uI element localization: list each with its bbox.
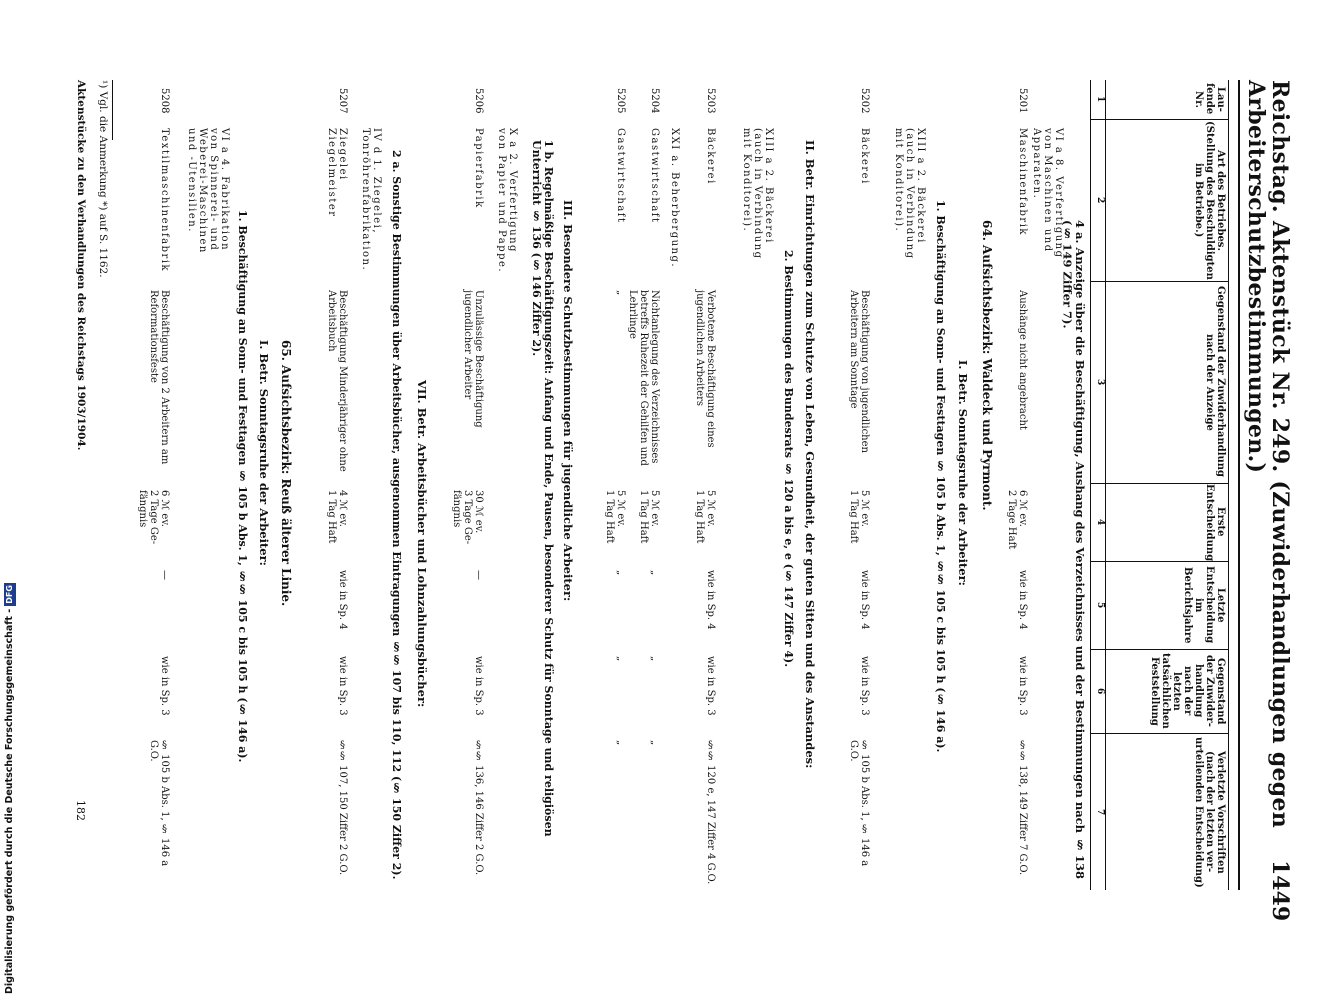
col-num-7: 7 [1095,808,1105,816]
row-art: Papierfabrik [473,128,484,209]
district-heading: 64. Aufsichtsbezirk: Waldeck und Pyrmont. [980,220,994,511]
row-art-group: XIII a 2. Bäckerei (auch in Verbindung mit Konditorei). [893,128,926,260]
row-gegenstand-letzte: wie in Sp. 3 [1017,656,1028,716]
col-header-gegenstand-letzte: Gegenstand der Zuwider- handlung nach der letzten tatsächlichen Feststellung [1149,653,1226,729]
row-number: 5206 [473,88,484,114]
page-number: 1449 [1267,860,1293,922]
row-number: 5207 [337,88,348,114]
row-erste-entscheidung: 6 ℳ ev. 2 Tage Ge- fängnis [137,490,170,545]
row-vorschriften: „ [615,740,626,746]
row-letzte-entscheidung: „ [649,570,660,576]
row-gegenstand: Unzulässige Beschäftigung jugendlicher Arbeiter [462,290,484,428]
row-gegenstand-letzte: wie in Sp. 3 [859,656,870,716]
col-num-4: 4 [1095,518,1105,526]
row-art: Bäckerei [859,128,870,185]
col-header-gegenstand: Gegenstand der Zuwiderhandlung nach der Anzeige [1204,286,1226,478]
part-heading: VII. Betr. Arbeitsbücher und Lohnzahlungsbücher: [415,380,429,708]
folio-number: 182 [74,800,87,821]
row-gegenstand-letzte: „ [649,656,660,662]
row-letzte-entscheidung: wie in Sp. 4 [1017,570,1028,630]
dfg-logo: DFG [5,585,14,604]
page-title: Reichstag. Aktenstück Nr. 249. (Zuwiderhandlungen gegen Arbeiterschutzbestimmungen.) [1242,80,1293,829]
row-vorschriften: §§ 136, 146 Ziffer 2 G.O. [473,740,484,876]
sub-heading: 2 a. Sonstige Bestimmungen über Arbeitsbücher, ausgenommen Eintragungen §§ 107 bis 110, 112 (§ 150 Ziffer 2). [390,150,403,880]
row-art: Ziegelei Ziegelmeister [326,128,348,218]
row-erste-entscheidung: 4 ℳ ev. 1 Tag Haft [326,490,348,544]
section-heading: 4 a. Anzeige über die Beschäftigung, Aushang des Verzeichnisses und der Bestimmungen nach § 138 (§ 149 Ziffer 7). [1060,220,1087,880]
row-gegenstand-letzte: „ [615,656,626,662]
col-header-nr: Lau- fende Nr. [1193,83,1226,115]
footnote: ¹) Vgl. die Anmerkung *) auf S. 1162. [97,80,109,278]
row-gegenstand: Nichtanlegung des Verzeichnisses betreffs Ruhezeit der Gehilfen und Lehrlinge [627,290,660,466]
row-art-group: VI a 8. Verfertigung von Maschinen und Apparaten. [1031,128,1064,259]
row-gegenstand: Beschäftigung von jugendlichen Arbeitern am Sonntage [848,290,870,453]
col-header-vorschriften: Verletzte Vorschriften (nach der letzten ver- urteilenden Entscheidung) [1193,736,1226,888]
row-vorschriften: §§ 120 e, 147 Ziffer 4 G.O. [705,740,716,885]
row-letzte-entscheidung: „ [615,570,626,576]
col-num-2: 2 [1095,196,1105,204]
credit-text: Digitalisierung gefördert durch die Deutsche Forschungsgemeinschaft - [4,608,15,994]
col-header-erste: Erste Entscheidung [1204,484,1226,562]
row-art-group: X a 2. Verfertigung von Papier und Pappe. [496,128,518,274]
row-erste-entscheidung: 5 ℳ ev. 1 Tag Haft [694,490,716,544]
source-note: Aktenstücke zu den Verhandlungen des Reichstags 1903/1904. [75,80,87,451]
row-letzte-entscheidung: — [159,570,170,580]
row-number: 5204 [649,88,660,114]
row-letzte-entscheidung: wie in Sp. 4 [859,570,870,630]
part-heading: I. Betr. Sonntagsruhe der Arbeiter: [956,360,970,586]
row-gegenstand: Verbotene Beschäftigung eines jugendlichen Arbeiters [694,290,716,448]
row-number: 5208 [159,88,170,114]
row-gegenstand: „ [615,290,626,296]
row-number: 5205 [615,88,626,114]
row-art-group: VI a 4. Fabrikation von Spinnerei- und Weberei-Maschinen und -Utensilien. [186,128,230,254]
row-gegenstand-letzte: wie in Sp. 3 [337,656,348,716]
district-heading: 65. Aufsichtsbezirk: Reuß älterer Linie. [279,340,293,607]
row-gegenstand-letzte: wie in Sp. 3 [159,656,170,716]
row-gegenstand-letzte: wie in Sp. 3 [473,656,484,716]
row-letzte-entscheidung: — [473,570,484,580]
row-letzte-entscheidung: wie in Sp. 4 [705,570,716,630]
row-vorschriften: § 105 b Abs. 1, § 146 a G.O. [148,740,170,867]
row-number: 5203 [705,88,716,114]
part-heading: I. Betr. Sonntagsruhe der Arbeiter: [257,340,271,566]
part-heading: III. Besondere Schutzbestimmungen für jugendliche Arbeiter: [561,200,575,602]
col-header-art: Art des Betriebes. (Stellung des Beschuldigten im Betriebe.) [1193,120,1226,280]
part-heading: II. Betr. Einrichtungen zum Schutze von Leben, Gesundheit, der guten Sitten und des Anstandes: [803,140,817,769]
row-erste-entscheidung: 6 ℳ ev. 2 Tage Haft [1006,490,1028,550]
row-gegenstand: Beschäftigung von 2 Arbeitern am Reformationsfeste [148,290,170,465]
row-erste-entscheidung: 30 ℳ ev. 3 Tage Ge- fängnis [451,490,484,545]
row-art-group: XXI a. Beherbergung. [669,128,680,269]
row-gegenstand-letzte: wie in Sp. 3 [705,656,716,716]
row-erste-entscheidung: 5 ℳ ev. 1 Tag Haft [848,490,870,544]
digitization-credit [4,585,16,994]
row-erste-entscheidung: 5 ℳ ev. 1 Tag Haft [638,490,660,544]
row-gegenstand: Aushänge nicht angebracht [1017,290,1028,430]
row-erste-entscheidung: 5 ℳ ev. 1 Tag Haft [604,490,626,544]
row-art: Gastwirtschaft [649,128,660,224]
row-letzte-entscheidung: wie in Sp. 4 [337,570,348,630]
row-vorschriften: §§ 138, 149 Ziffer 7 G.O. [1017,740,1028,876]
sub-heading: 1 b. Regelmäßige Beschäftigungszeit: Anfang und Ende, Pausen, besonderer Schutz für Sonntage und religiösen Unterricht § 136 (§ 146 Ziffer 2). [529,140,555,837]
sub-heading: 1. Beschäftigung an Sonn- und Festtagen § 105 b Abs. 1, §§ 105 c bis 105 h (§ 146 a). [236,210,249,763]
sub-heading: 2. Bestimmungen des Bundesrats § 120 a bis e, e (§ 147 Ziffer 4). [782,250,795,668]
row-art: Textilmaschinenfabrik [159,128,170,273]
row-number: 5202 [859,88,870,114]
row-vorschriften: §§ 107, 150 Ziffer 2 G.O. [337,740,348,876]
row-art: Maschinenfabrik [1017,128,1028,236]
col-num-3: 3 [1095,378,1105,386]
row-art: Bäckerei [705,128,716,185]
col-num-5: 5 [1095,601,1105,609]
row-vorschriften: „ [649,740,660,746]
row-vorschriften: § 105 b Abs. 1, § 146 a G.O. [848,740,870,867]
row-art-group: XIII a 2. Bäckerei (auch in Verbindung mit Konditorei). [741,128,774,260]
col-header-letzte: Letzte Entscheidung im Berichtsjahre [1182,566,1226,644]
row-art: Gastwirtschaft [615,128,626,224]
row-art-group: IV d 1. Ziegelei, Tonröhrenfabrikation. [360,128,382,272]
col-num-1: 1 [1095,95,1105,103]
col-num-6: 6 [1095,687,1105,695]
sub-heading: 1. Beschäftigung an Sonn- und Festtagen § 105 b Abs. 1, §§ 105 c bis 105 h (§ 146 a). [934,200,947,753]
row-number: 5201 [1017,88,1028,114]
row-gegenstand: Beschäftigung Minderjähriger ohne Arbeitsbuch [326,290,348,472]
